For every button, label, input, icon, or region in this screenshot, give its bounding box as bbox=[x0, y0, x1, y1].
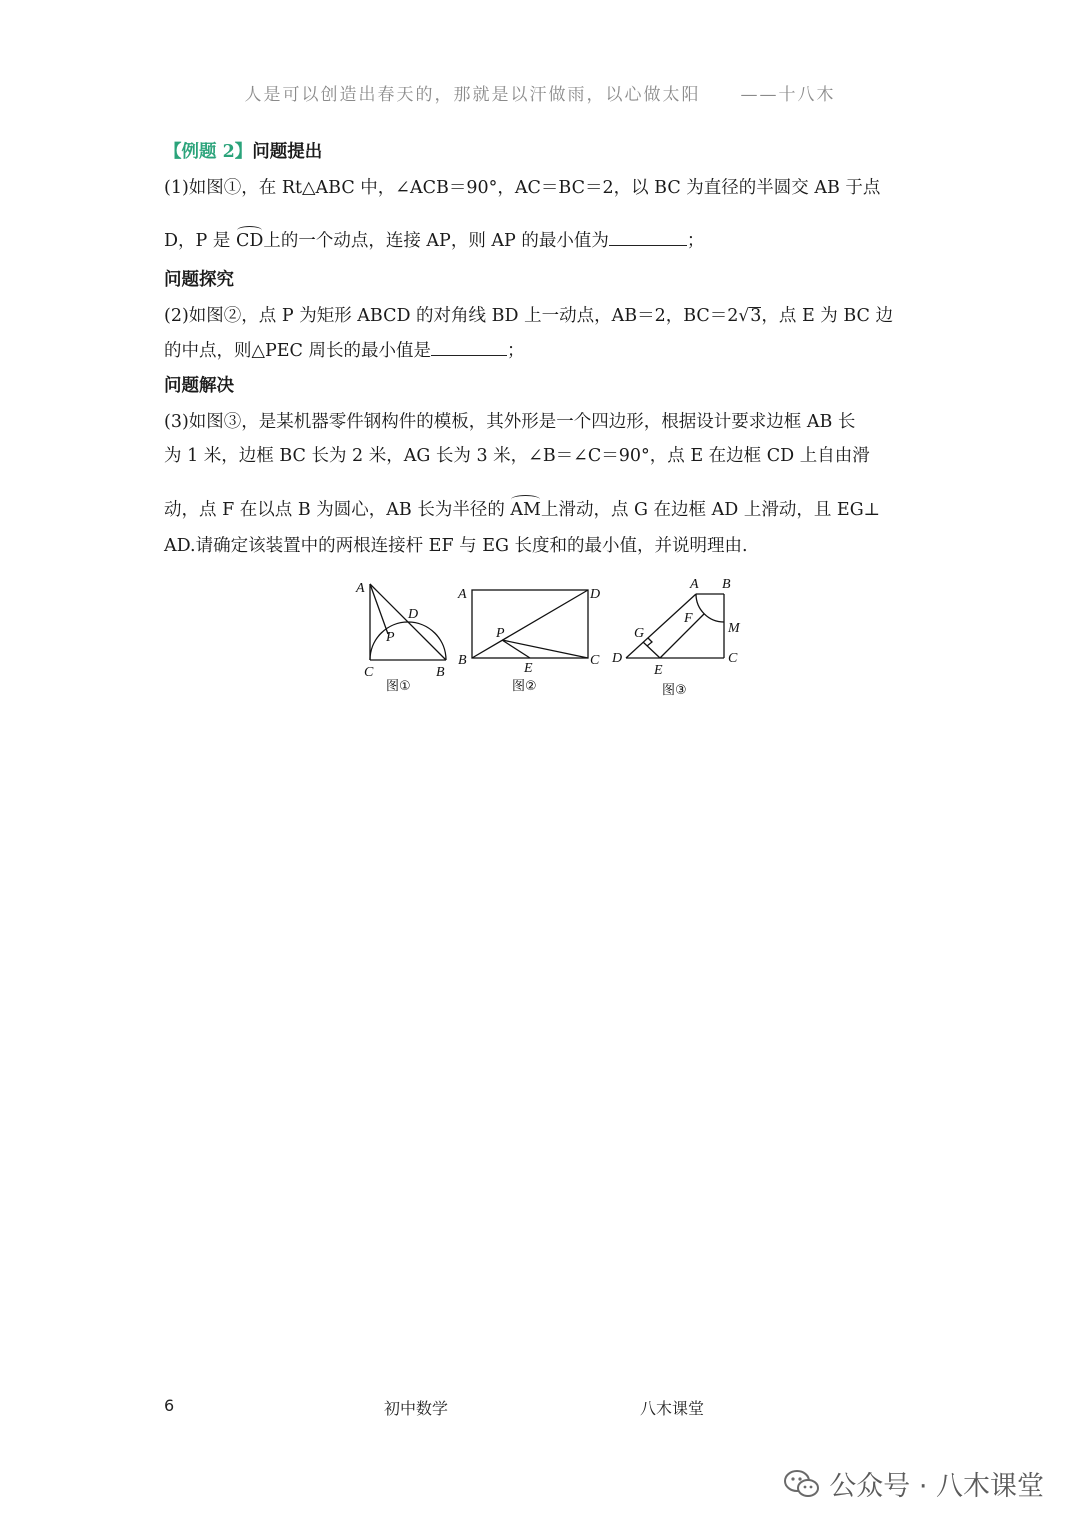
question2-line2 bbox=[164, 337, 524, 362]
fig2-label-a: A bbox=[458, 587, 467, 602]
fig1-segment-ap bbox=[370, 584, 388, 634]
fig3-label-a: A bbox=[690, 577, 699, 592]
question3-line3 bbox=[164, 496, 880, 521]
q2-text-a: (2)如图②，点 P 为矩形 ABCD 的对角线 BD 上一动点，AB＝2，BC＝2 bbox=[164, 306, 739, 326]
fig2-label-p: P bbox=[496, 626, 505, 641]
section-solve: 问题解决 bbox=[164, 376, 234, 396]
fig1-label-d: D bbox=[408, 607, 419, 622]
q1-text-b: 上的一个动点，连接 AP，则 AP 的最小值为 bbox=[263, 231, 609, 251]
fig3-label-g: G bbox=[634, 626, 645, 641]
footer-page-number: 6 bbox=[164, 1396, 175, 1415]
fig2-diagonal-bd bbox=[472, 590, 588, 658]
example-title: 问题提出 bbox=[252, 142, 323, 162]
figures-group bbox=[350, 574, 750, 704]
question3-line4: AD.请确定该装置中的两根连接杆 EF 与 EG 长度和的最小值，并说明理由. bbox=[164, 536, 748, 556]
fig2-caption: 图② bbox=[512, 679, 537, 694]
figure-1 bbox=[370, 584, 446, 660]
fig1-label-b: B bbox=[436, 665, 445, 680]
motto-author: ——十八木 bbox=[740, 85, 836, 105]
fig3-label-b: B bbox=[722, 577, 731, 592]
fig2-label-d: D bbox=[590, 587, 601, 602]
question3-line1: (3)如图③，是某机器零件钢构件的模板，其外形是一个四边形，根据设计要求边框 AB 长 bbox=[164, 412, 856, 432]
fig3-label-f: F bbox=[684, 611, 693, 626]
watermark-text: 公众号 · 八木课堂 bbox=[829, 1471, 1044, 1502]
arc-cd: CD bbox=[235, 231, 264, 251]
fig3-caption: 图③ bbox=[662, 683, 687, 698]
figure-2 bbox=[472, 590, 588, 658]
wechat-icon bbox=[783, 1468, 821, 1500]
arc-am: AM bbox=[510, 500, 541, 520]
fig2-label-c: C bbox=[590, 653, 600, 668]
question2-line1: (2)如图②，点 P 为矩形 ABCD 的对角线 BD 上一动点，AB＝2，BC＝2√3，点 E 为 BC 边 bbox=[164, 306, 894, 326]
fig1-label-a: A bbox=[356, 581, 365, 596]
header-motto bbox=[0, 80, 1080, 105]
fig1-caption: 图① bbox=[386, 679, 411, 694]
fig2-label-e: E bbox=[524, 661, 533, 676]
fig3-right-angle-mark bbox=[647, 638, 652, 646]
answer-blank-2 bbox=[431, 341, 507, 356]
question1-line1: (1)如图①，在 Rt△ABC 中，∠ACB＝90°，AC＝BC＝2，以 BC 为直径的半圆交 AB 于点 bbox=[164, 178, 881, 198]
watermark bbox=[783, 1464, 1044, 1503]
fig3-segment-eg bbox=[643, 642, 660, 658]
question3-line2: 为 1 米，边框 BC 长为 2 米，AG 长为 3 米，∠B＝∠C＝90°，点 E 在边框 CD 上自由滑 bbox=[164, 446, 870, 466]
fig3-label-d: D bbox=[612, 651, 623, 666]
q2-text-b: ，点 E 为 BC 边 bbox=[761, 306, 894, 326]
q2-text: 的中点，则△PEC 周长的最小值是 bbox=[164, 341, 431, 361]
fig2-label-b: B bbox=[458, 653, 467, 668]
fig3-label-c: C bbox=[728, 651, 738, 666]
answer-blank-1 bbox=[609, 231, 687, 246]
q1-text-a: D，P 是 bbox=[164, 231, 236, 251]
motto-text: 人是可以创造出春天的，那就是以汗做雨，以心做太阳 bbox=[244, 85, 701, 105]
q1-text-end: ； bbox=[686, 231, 705, 251]
fig1-label-c: C bbox=[364, 665, 374, 680]
q3-text-a: 动，点 F 在以点 B 为圆心，AB 长为半径的 bbox=[164, 500, 511, 520]
section-explore: 问题探究 bbox=[164, 270, 234, 290]
footer-subject: 初中数学 bbox=[384, 1399, 449, 1418]
example-heading bbox=[164, 138, 322, 163]
question1-line2 bbox=[164, 227, 704, 252]
fig1-label-p: P bbox=[386, 630, 395, 645]
q2-text-end: ； bbox=[506, 341, 525, 361]
q3-text-b: 上滑动，点 G 在边框 AD 上滑动，且 EG⊥ bbox=[540, 500, 881, 520]
fig3-label-m: M bbox=[728, 621, 740, 636]
sqrt-value: 3 bbox=[750, 306, 762, 326]
fig1-semicircle bbox=[370, 622, 446, 660]
example-tag: 【例题 2】 bbox=[164, 142, 253, 162]
footer-brand: 八木课堂 bbox=[640, 1399, 705, 1418]
fig3-label-e: E bbox=[654, 663, 663, 678]
